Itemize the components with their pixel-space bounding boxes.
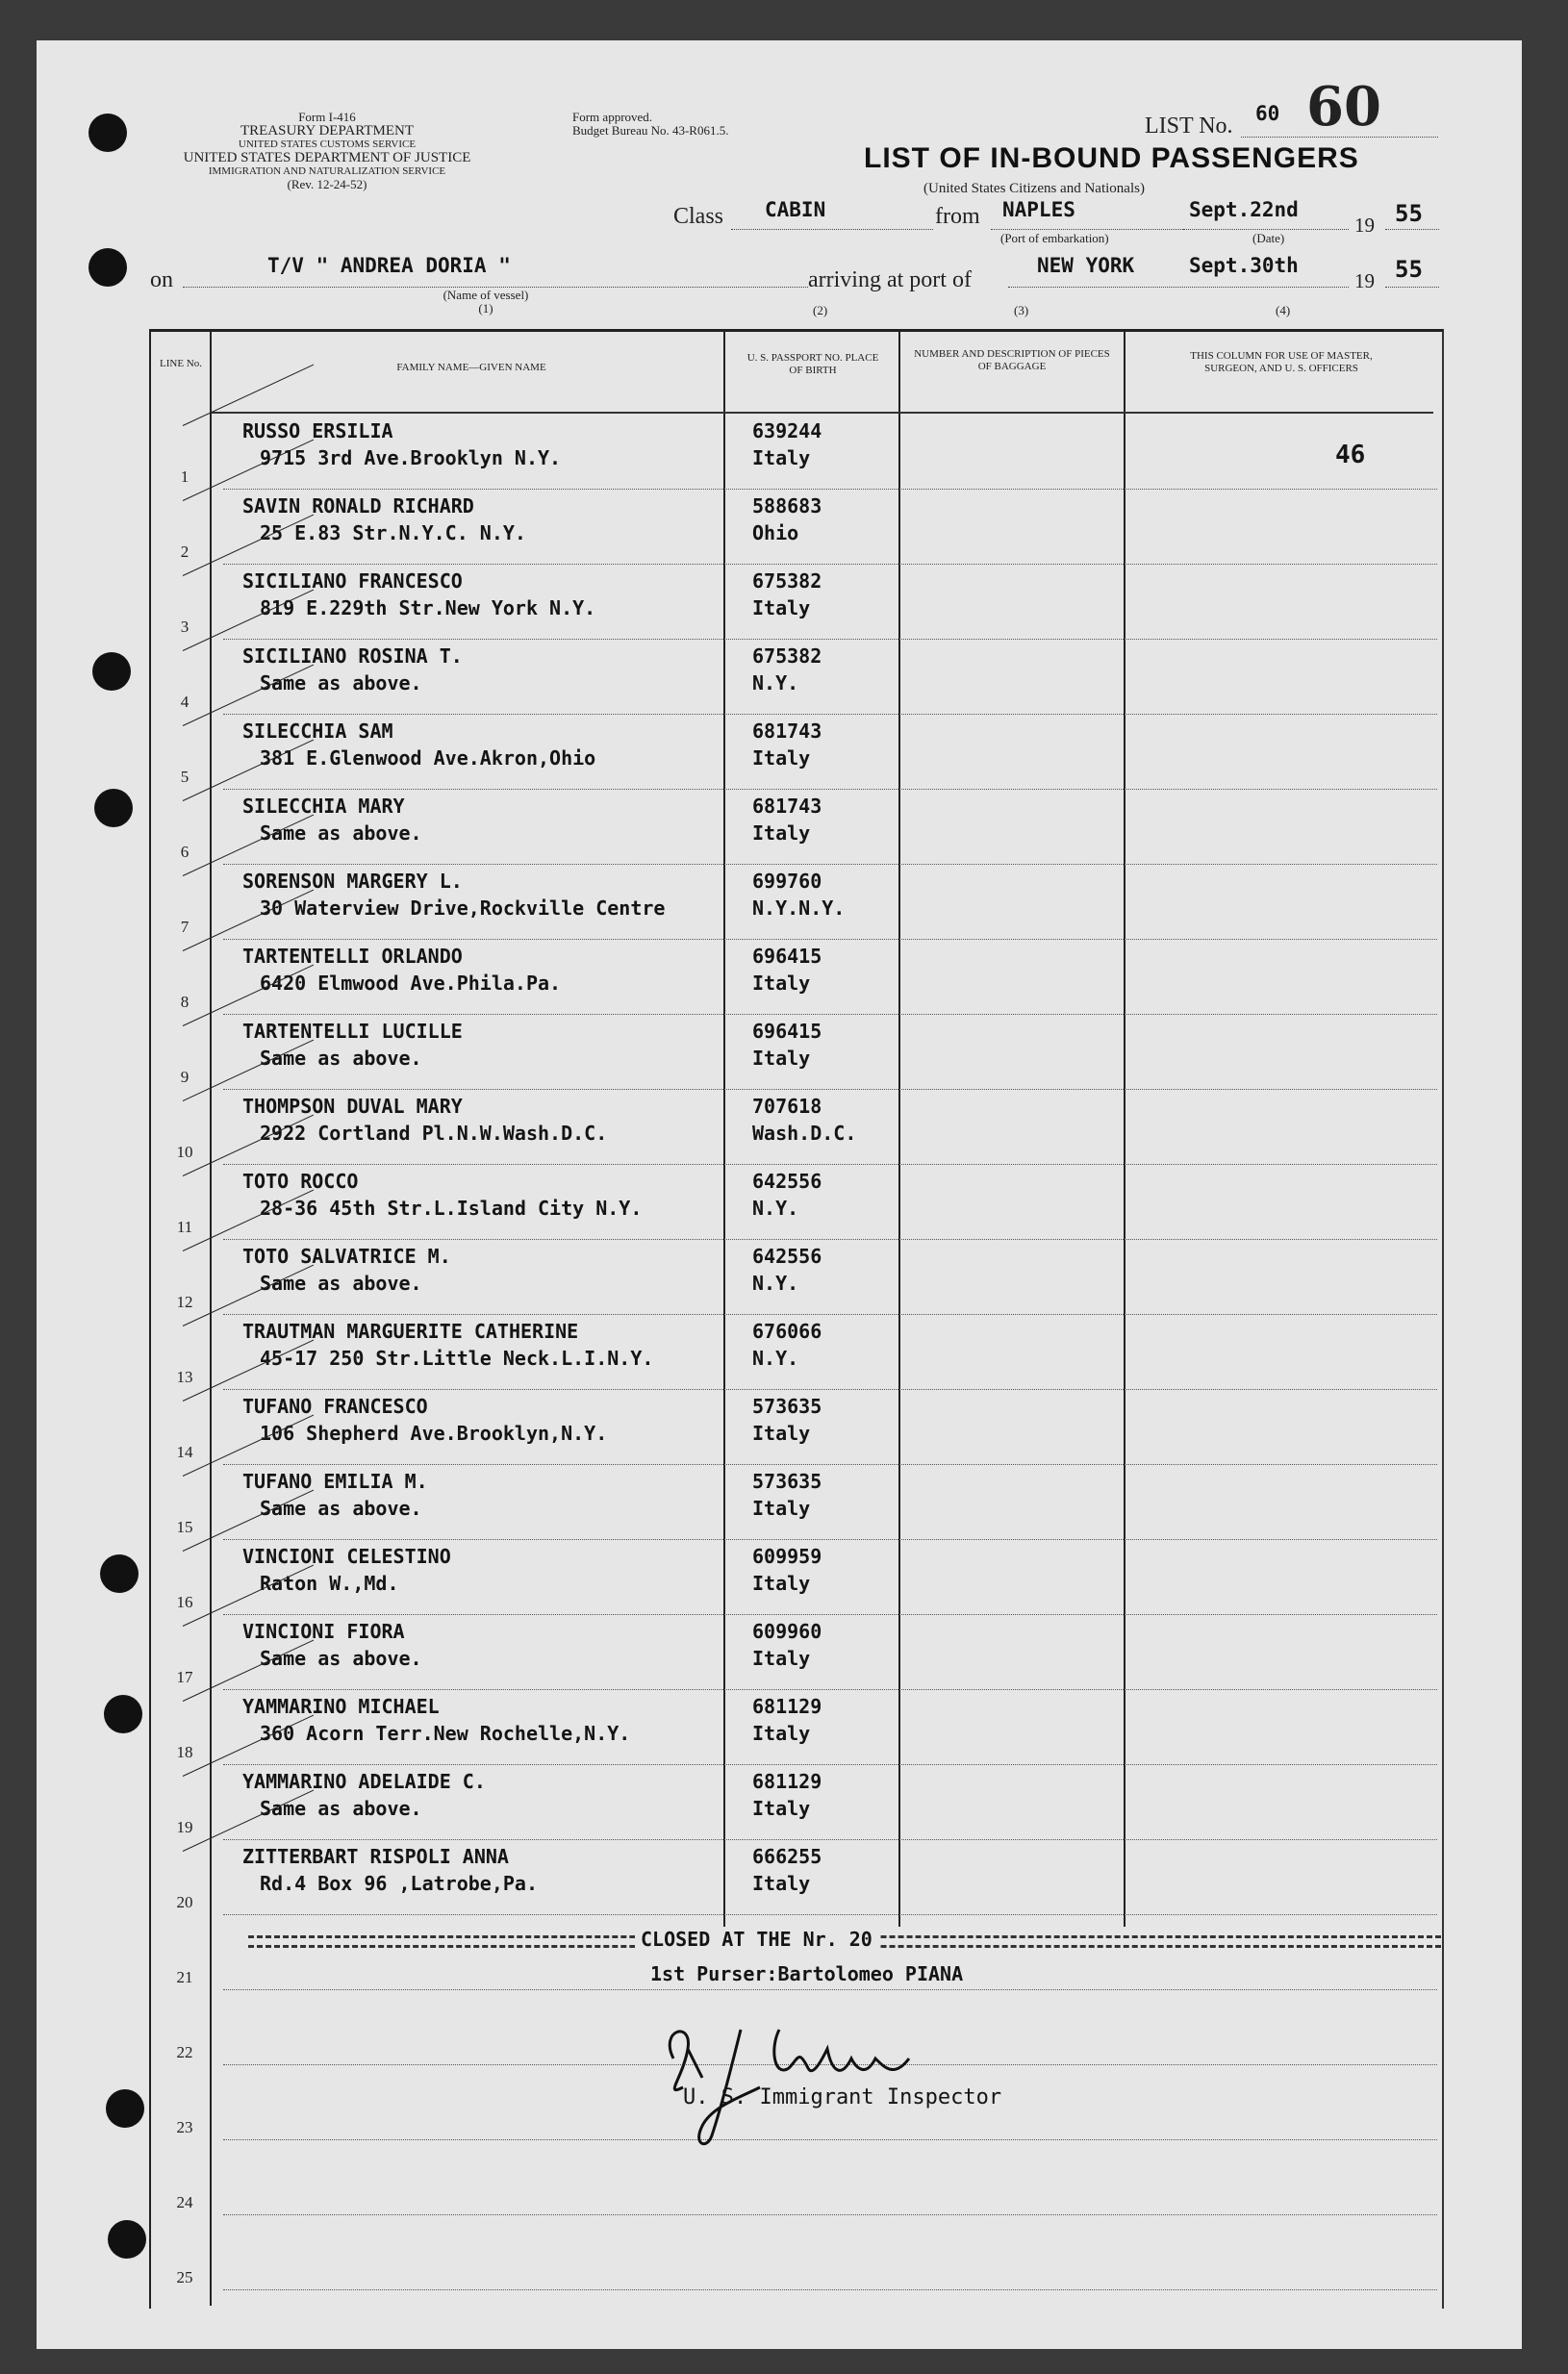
line-number: 16 <box>176 1593 193 1611</box>
place-of-birth: N.Y. <box>752 1347 799 1370</box>
passenger-address: 381 E.Glenwood Ave.Akron,Ohio <box>260 746 596 770</box>
line-number: 10 <box>176 1143 193 1161</box>
treasury-department: TREASURY DEPARTMENT <box>240 123 415 139</box>
passenger-name: ZITTERBART RISPOLI ANNA <box>242 1845 509 1868</box>
inspector-title: U. S. Immigrant Inspector <box>683 2085 1002 2109</box>
passenger-address: Raton W.,Md. <box>260 1572 399 1595</box>
row-divider <box>223 1764 1437 1765</box>
line-number: 1 <box>180 467 190 486</box>
justice-department: UNITED STATES DEPARTMENT OF JUSTICE <box>183 150 471 165</box>
passenger-name: TARTENTELLI ORLANDO <box>242 945 463 968</box>
revision: (Rev. 12-24-52) <box>287 177 367 191</box>
passenger-address: 28-36 45th Str.L.Island City N.Y. <box>260 1197 643 1220</box>
row-divider <box>223 1989 1437 1990</box>
passenger-name: SILECCHIA MARY <box>242 795 405 818</box>
place-of-birth: Italy <box>752 972 811 995</box>
line-number: 4 <box>180 693 190 711</box>
passenger-name: TUFANO FRANCESCO <box>242 1395 428 1418</box>
passport-number: 666255 <box>752 1845 822 1868</box>
col-header-passport: U. S. PASSPORT NO. PLACE OF BIRTH <box>746 352 879 376</box>
place-of-birth: Italy <box>752 596 811 619</box>
passport-number: 639244 <box>752 419 822 442</box>
line-number: 2 <box>180 543 190 561</box>
class-label: Class <box>673 204 724 229</box>
line-number: 13 <box>176 1368 193 1386</box>
arrival-date: Sept.30th <box>1189 254 1299 277</box>
row-divider <box>223 2289 1437 2290</box>
passport-number: 642556 <box>752 1170 822 1193</box>
place-of-birth: Italy <box>752 821 811 845</box>
passport-number: 573635 <box>752 1395 822 1418</box>
passport-number: 681743 <box>752 720 822 743</box>
place-of-birth: Ohio <box>752 521 799 544</box>
row-divider <box>223 1239 1437 1240</box>
vessel-name: T/V " ANDREA DORIA " <box>267 254 511 277</box>
closing-statement: CLOSED AT THE Nr. 20 <box>635 1928 878 1951</box>
row-divider <box>223 714 1437 715</box>
row-divider <box>223 939 1437 940</box>
port-of-embarkation: NAPLES <box>1002 198 1075 221</box>
passport-number: 681129 <box>752 1695 822 1718</box>
passenger-address: 9715 3rd Ave.Brooklyn N.Y. <box>260 446 562 469</box>
place-of-birth: Italy <box>752 1722 811 1745</box>
passenger-name: VINCIONI CELESTINO <box>242 1545 451 1568</box>
passenger-address: Same as above. <box>260 1272 422 1295</box>
row-divider <box>223 1539 1437 1540</box>
passenger-address: Same as above. <box>260 1647 422 1670</box>
list-number-label: LIST No. <box>1145 114 1233 139</box>
row-divider <box>223 2214 1437 2215</box>
row-divider <box>223 1164 1437 1165</box>
passenger-address: Same as above. <box>260 671 422 695</box>
passenger-name: TARTENTELLI LUCILLE <box>242 1020 463 1043</box>
departure-year: 55 <box>1395 200 1423 227</box>
line-number: 3 <box>180 618 190 636</box>
passenger-name: TUFANO EMILIA M. <box>242 1470 428 1493</box>
col-num-1: (1) <box>478 301 493 316</box>
line-number: 22 <box>176 2043 193 2061</box>
passenger-address: Same as above. <box>260 1047 422 1070</box>
passenger-address: 25 E.83 Str.N.Y.C. N.Y. <box>260 521 526 544</box>
passport-number: 573635 <box>752 1470 822 1493</box>
arriving-label: arriving at port of <box>808 267 972 292</box>
vessel-caption <box>423 289 548 316</box>
inspector-signature <box>654 1991 943 2155</box>
line-number: 17 <box>176 1668 193 1686</box>
passenger-name: YAMMARINO MICHAEL <box>242 1695 440 1718</box>
departure-date: Sept.22nd <box>1189 198 1299 221</box>
passport-number: 676066 <box>752 1320 822 1343</box>
page-subtitle: (United States Citizens and Nationals) <box>923 181 1145 196</box>
passenger-address: Rd.4 Box 96 ,Latrobe,Pa. <box>260 1872 538 1895</box>
row-divider <box>223 564 1437 565</box>
from-label: from <box>935 204 980 229</box>
row-divider <box>223 1689 1437 1690</box>
passenger-address: 30 Waterview Drive,Rockville Centre <box>260 897 666 920</box>
place-of-birth: Italy <box>752 1572 811 1595</box>
passenger-name: SAVIN RONALD RICHARD <box>242 494 474 518</box>
binder-hole <box>92 652 131 691</box>
port-caption: (Port of embarkation) <box>1000 231 1109 245</box>
line-number: 23 <box>176 2118 193 2136</box>
page-title: LIST OF IN-BOUND PASSENGERS <box>864 142 1359 174</box>
passport-number: 681129 <box>752 1770 822 1793</box>
vessel-caption-text: (Name of vessel) <box>443 288 529 302</box>
binder-hole <box>108 2220 146 2259</box>
col-num-2: (2) <box>813 303 828 317</box>
date-caption: (Date) <box>1252 231 1285 245</box>
passport-number: 696415 <box>752 945 822 968</box>
col-header-officers: THIS COLUMN FOR USE OF MASTER, SURGEON, AND U. S. OFFICERS <box>1190 350 1373 374</box>
binder-hole <box>94 789 133 827</box>
row-divider <box>223 1389 1437 1390</box>
passenger-name: TOTO ROCCO <box>242 1170 359 1193</box>
passport-number: 609959 <box>752 1545 822 1568</box>
row-divider <box>223 1839 1437 1840</box>
passport-number: 642556 <box>752 1245 822 1268</box>
place-of-birth: N.Y. <box>752 1197 799 1220</box>
place-of-birth: Italy <box>752 1422 811 1445</box>
line-number: 7 <box>180 918 190 936</box>
passport-number: 675382 <box>752 569 822 593</box>
line-number: 18 <box>176 1743 193 1761</box>
officer-note: 46 <box>1335 441 1366 469</box>
passenger-name: VINCIONI FIORA <box>242 1620 405 1643</box>
passport-number: 675382 <box>752 644 822 668</box>
row-divider <box>223 489 1437 490</box>
form-approved: Form approved. <box>572 110 653 124</box>
place-of-birth: Italy <box>752 746 811 770</box>
passenger-name: TRAUTMAN MARGUERITE CATHERINE <box>242 1320 579 1343</box>
passenger-address: 45-17 250 Str.Little Neck.L.I.N.Y. <box>260 1347 654 1370</box>
passenger-address: 106 Shepherd Ave.Brooklyn,N.Y. <box>260 1422 608 1445</box>
budget-bureau: Budget Bureau No. 43-R061.5. <box>572 123 729 138</box>
passenger-name: THOMPSON DUVAL MARY <box>242 1095 463 1118</box>
col-header-baggage: NUMBER AND DESCRIPTION OF PIECES OF BAGGAGE <box>914 348 1110 372</box>
binder-hole <box>89 248 127 287</box>
place-of-birth: Italy <box>752 446 811 469</box>
arrival-year: 55 <box>1395 256 1423 283</box>
place-of-birth: Italy <box>752 1647 811 1670</box>
row-divider <box>223 1914 1437 1915</box>
line-number: 19 <box>176 1818 193 1836</box>
binder-hole <box>89 114 127 152</box>
line-number: 20 <box>176 1893 193 1911</box>
col-num-3: (3) <box>1014 303 1029 317</box>
approval-block <box>572 111 728 138</box>
binder-hole <box>104 1695 142 1733</box>
on-label: on <box>150 267 173 292</box>
line-number: 5 <box>180 768 190 786</box>
line-number: 11 <box>176 1218 193 1236</box>
col-num-4: (4) <box>1276 303 1291 317</box>
form-number: Form I-416 <box>298 110 356 124</box>
passport-number: 707618 <box>752 1095 822 1118</box>
passenger-address: Same as above. <box>260 821 422 845</box>
passenger-name: SICILIANO ROSINA T. <box>242 644 463 668</box>
row-divider <box>223 639 1437 640</box>
passenger-address: 360 Acorn Terr.New Rochelle,N.Y. <box>260 1722 631 1745</box>
col-header-name: FAMILY NAME—GIVEN NAME <box>396 362 546 373</box>
row-divider <box>223 1614 1437 1615</box>
passenger-name: TOTO SALVATRICE M. <box>242 1245 451 1268</box>
passport-number: 681743 <box>752 795 822 818</box>
line-number: 14 <box>176 1443 193 1461</box>
passenger-name: SICILIANO FRANCESCO <box>242 569 463 593</box>
passenger-name: SILECCHIA SAM <box>242 720 393 743</box>
binder-hole <box>106 2089 144 2128</box>
passenger-address: Same as above. <box>260 1797 422 1820</box>
purser-name: 1st Purser:Bartolomeo PIANA <box>650 1962 964 1985</box>
line-number: 8 <box>180 993 190 1011</box>
passenger-address: 2922 Cortland Pl.N.W.Wash.D.C. <box>260 1122 608 1145</box>
line-number: 15 <box>176 1518 193 1536</box>
ins-service: IMMIGRATION AND NATURALIZATION SERVICE <box>208 165 446 177</box>
place-of-birth: N.Y.N.Y. <box>752 897 846 920</box>
passport-number: 588683 <box>752 494 822 518</box>
passport-number: 609960 <box>752 1620 822 1643</box>
row-divider <box>223 1089 1437 1090</box>
line-number: 9 <box>180 1068 190 1086</box>
year-prefix-1: 19 <box>1354 214 1375 237</box>
year-prefix-2: 19 <box>1354 269 1375 292</box>
place-of-birth: Italy <box>752 1047 811 1070</box>
agency-block <box>144 111 510 191</box>
passenger-address: Same as above. <box>260 1497 422 1520</box>
passenger-address: 819 E.229th Str.New York N.Y. <box>260 596 596 619</box>
col-header-line-no: LINE No. <box>160 358 202 369</box>
line-number: 6 <box>180 843 190 861</box>
row-divider <box>223 864 1437 865</box>
row-divider <box>223 789 1437 790</box>
place-of-birth: Wash.D.C. <box>752 1122 857 1145</box>
place-of-birth: Italy <box>752 1797 811 1820</box>
passport-number: 696415 <box>752 1020 822 1043</box>
place-of-birth: Italy <box>752 1872 811 1895</box>
row-divider <box>223 1014 1437 1015</box>
row-divider <box>223 1314 1437 1315</box>
class-value: CABIN <box>765 198 826 221</box>
line-number: 25 <box>176 2268 193 2286</box>
place-of-birth: N.Y. <box>752 1272 799 1295</box>
passenger-name: YAMMARINO ADELAIDE C. <box>242 1770 486 1793</box>
arrival-port: NEW YORK <box>1037 254 1135 277</box>
passenger-address: 6420 Elmwood Ave.Phila.Pa. <box>260 972 562 995</box>
passenger-name: RUSSO ERSILIA <box>242 419 393 442</box>
place-of-birth: Italy <box>752 1497 811 1520</box>
customs-service: UNITED STATES CUSTOMS SERVICE <box>238 139 417 150</box>
place-of-birth: N.Y. <box>752 671 799 695</box>
list-number-stamp: 60 <box>1306 75 1381 139</box>
line-number: 21 <box>176 1968 193 1986</box>
line-number: 24 <box>176 2193 193 2211</box>
passport-number: 699760 <box>752 870 822 893</box>
line-number: 12 <box>176 1293 193 1311</box>
passenger-name: SORENSON MARGERY L. <box>242 870 463 893</box>
list-number-typed: 60 <box>1255 102 1280 125</box>
row-divider <box>223 1464 1437 1465</box>
binder-hole <box>100 1554 139 1593</box>
